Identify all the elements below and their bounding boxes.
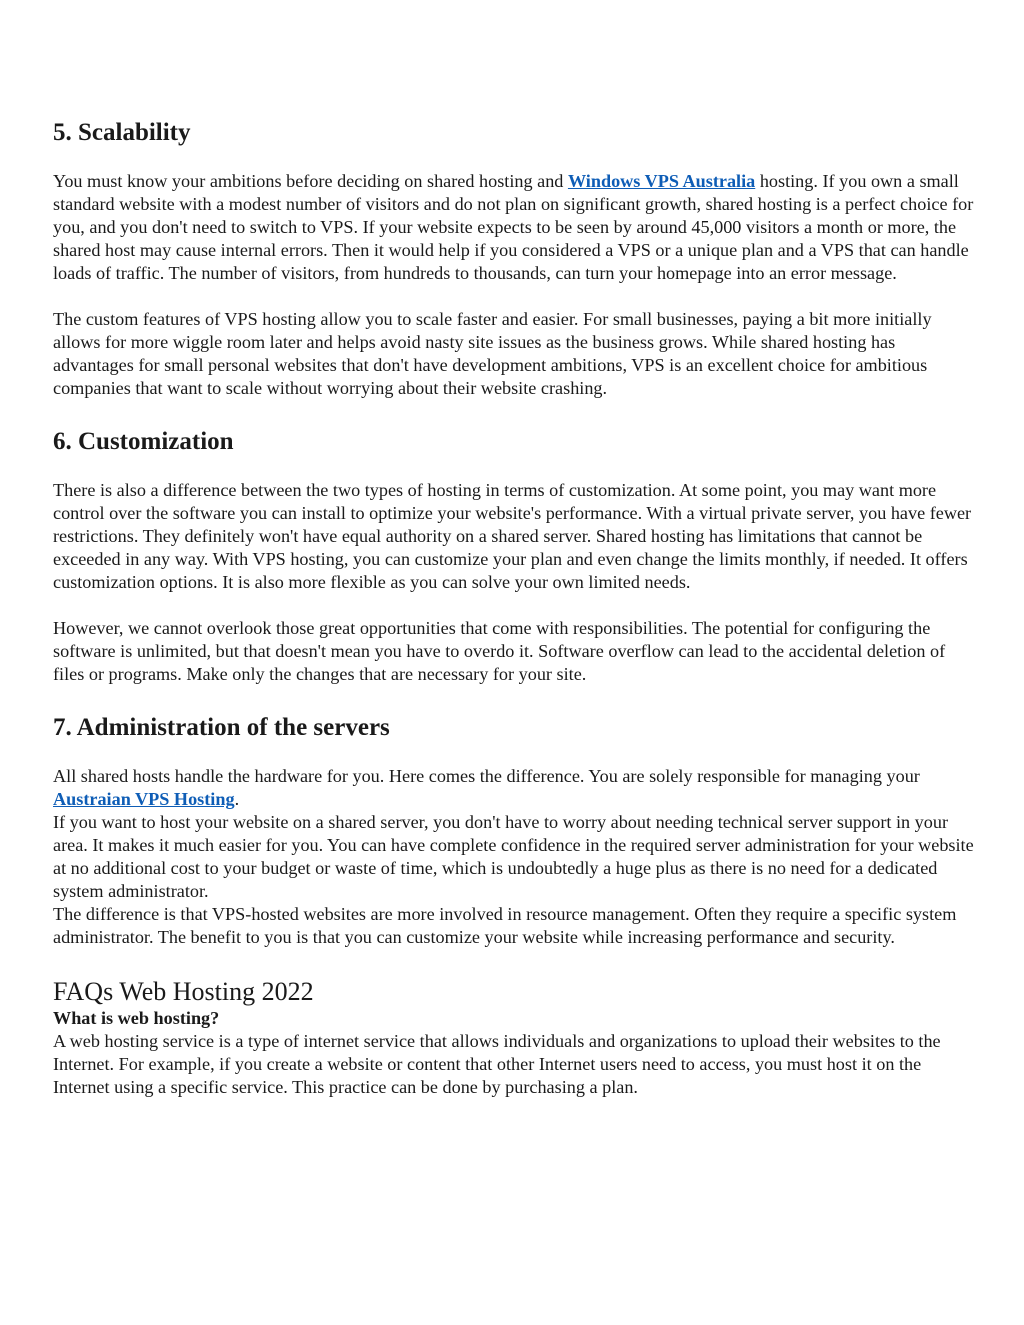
paragraph-customization-2: However, we cannot overlook those great opportunities that come with responsibilities. The potential for configuring the software is unlimited, but that doesn't mean you have to overdo it. Software overflow can lead to the accidental deletion of files or programs. Make only the changes that are necessary for your site. [53,618,946,684]
heading-administration: 7. Administration of the servers [53,714,390,741]
faq-question: What is web hosting? [53,1008,220,1029]
text-run: hosting. If you own a small standard website with a modest number of visitors and do not plan on significant growth, shared hosting is a perfect choice for you, and you don't need to switch to VPS. If your website expects to be seen by around 45,000 visitors a month or more, the shared host may cause internal errors. Then it would help if you considered a VPS or a unique plan and a VPS that can handle loads of traffic. The number of visitors, from hundreds to thousands, can turn your homepage into an error message. [53,171,974,283]
paragraph-administration-3: The difference is that VPS-hosted websites are more involved in resource management. Often they require a specific system administrator. The benefit to you is that you can customize your website while increasing performance and security. [53,904,957,947]
text-run: All shared hosts handle the hardware for you. Here comes the difference. You are solely responsible for managing your [53,766,920,786]
text-run: You must know your ambitions before deciding on shared hosting and [53,171,568,191]
paragraph-customization-1: There is also a difference between the two types of hosting in terms of customization. At some point, you may want more control over the software you can install to optimize your website's performance. With a virtual private server, you have fewer restrictions. They definitely won't have equal authority on a shared server. Shared hosting has limitations that cannot be exceeded in any way. With VPS hosting, you can customize your plan and even change the limits monthly, if needed. It offers customization options. It is also more flexible as you can solve your own limited needs. [53,480,972,592]
paragraph-scalability-1 [53,170,974,285]
section-scalability [53,118,974,400]
link-windows-vps-australia[interactable]: Windows VPS Australia [567,171,756,191]
heading-faqs: FAQs Web Hosting 2022 [53,977,314,1006]
text-run: . [234,789,240,809]
heading-customization: 6. Customization [53,428,234,455]
paragraph-administration-1 [53,765,974,811]
faq-answer: A web hosting service is a type of internet service that allows individuals and organizations to upload their websites to the Internet. For example, if you create a website or content that other Internet users need to access, you must host it on the Internet using a specific service. This practice can be done by purchasing a plan. [53,1031,941,1098]
paragraph-administration-2: If you want to host your website on a shared server, you don't have to worry about needing technical server support in your area. It makes it much easier for you. You can have complete confidence in the required server administration for your website at no additional cost to your budget or waste of time, which is undoubtedly a huge plus as there is no need for a dedicated system administrator. [53,812,974,901]
paragraph-scalability-2: The custom features of VPS hosting allow you to scale faster and easier. For small businesses, paying a bit more initially allows for more wiggle room later and helps avoid nasty site issues as the business grows. While shared hosting has advantages for small personal websites that don't have development ambitions, VPS is an excellent choice for ambitious companies that want to scale without worrying about their website crashing. [53,309,932,398]
link-austraian-vps-hosting[interactable]: Austraian VPS Hosting [53,789,235,809]
section-administration [53,713,974,949]
section-customization [53,427,974,686]
heading-scalability: 5. Scalability [53,119,191,146]
section-faqs [53,976,974,1099]
